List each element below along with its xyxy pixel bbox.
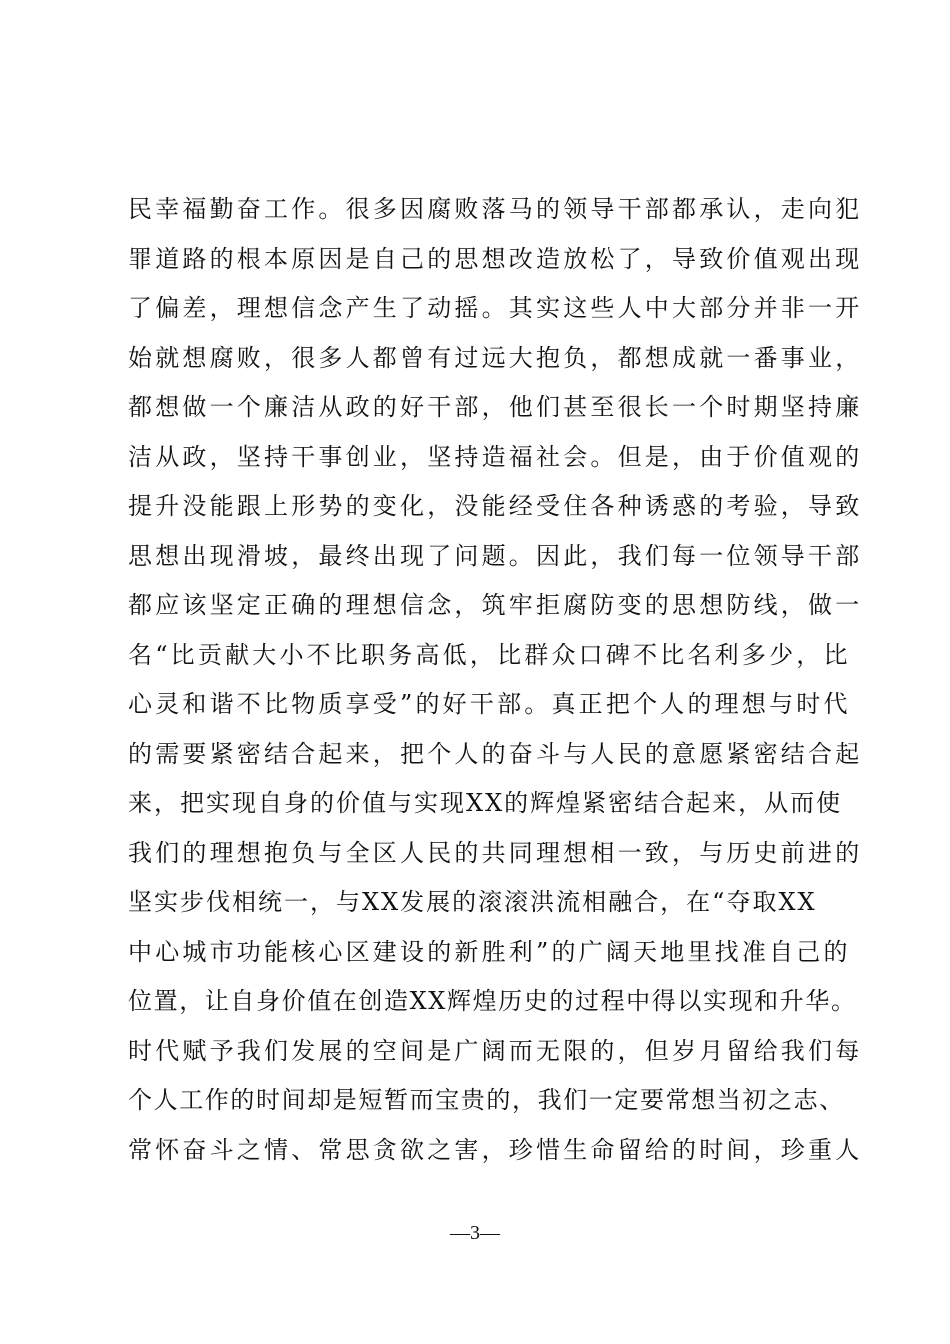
text-line: 名“比贡献大小不比职务高低，比群众口碑不比名利多少，比 bbox=[128, 640, 851, 669]
text-line: 都应该坚定正确的理想信念，筑牢拒腐防变的思想防线，做一 bbox=[128, 591, 863, 619]
text-line: 思想出现滑坡，最终出现了问题。因此，我们每一位领导干部 bbox=[128, 541, 863, 570]
text-line: 个人工作的时间却是短暂而宝贵的，我们一定要常想当初之志、 bbox=[128, 1086, 845, 1114]
text-line: 时代赋予我们发展的空间是广阔而无限的，但岁月留给我们每 bbox=[128, 1036, 863, 1065]
text-line: 提升没能跟上形势的变化，没能经受住各种诱惑的考验，导致 bbox=[128, 492, 863, 520]
text-line: 我们的理想抱负与全区人民的共同理想相一致，与历史前进的 bbox=[128, 838, 863, 867]
text-line: 了偏差，理想信念产生了动摇。其实这些人中大部分并非一开 bbox=[128, 294, 863, 322]
text-line: 位置，让自身价值在创造XX辉煌历史的过程中得以实现和升华。 bbox=[128, 987, 857, 1015]
text-line: 来，把实现自身的价值与实现XX的辉煌紧密结合起来，从而使 bbox=[128, 789, 843, 817]
text-line: 都想做一个廉洁从政的好干部，他们甚至很长一个时期坚持廉 bbox=[128, 393, 863, 421]
text-line: 的需要紧密结合起来，把个人的奋斗与人民的意愿紧密结合起 bbox=[128, 739, 863, 768]
text-line: 常怀奋斗之情、常思贪欲之害，珍惜生命留给的时间，珍重人 bbox=[128, 1135, 863, 1164]
text-line: 罪道路的根本原因是自己的思想改造放松了，导致价值观出现 bbox=[128, 244, 863, 273]
text-line: 民幸福勤奋工作。很多因腐败落马的领导干部都承认，走向犯 bbox=[128, 195, 863, 223]
text-line: 洁从政，坚持干事创业，坚持造福社会。但是，由于价值观的 bbox=[128, 442, 863, 471]
page-number: —3— bbox=[450, 1222, 500, 1244]
body-paragraph bbox=[128, 185, 863, 1175]
text-line: 坚实步伐相统一，与XX发展的滚滚洪流相融合，在“夺取XX bbox=[128, 888, 817, 916]
text-line: 心灵和谐不比物质享受”的好干部。真正把个人的理想与时代 bbox=[128, 690, 851, 718]
text-line: 中心城市功能核心区建设的新胜利”的广阔天地里找准自己的 bbox=[128, 937, 851, 966]
text-line: 始就想腐败，很多人都曾有过远大抱负，都想成就一番事业， bbox=[128, 343, 863, 372]
